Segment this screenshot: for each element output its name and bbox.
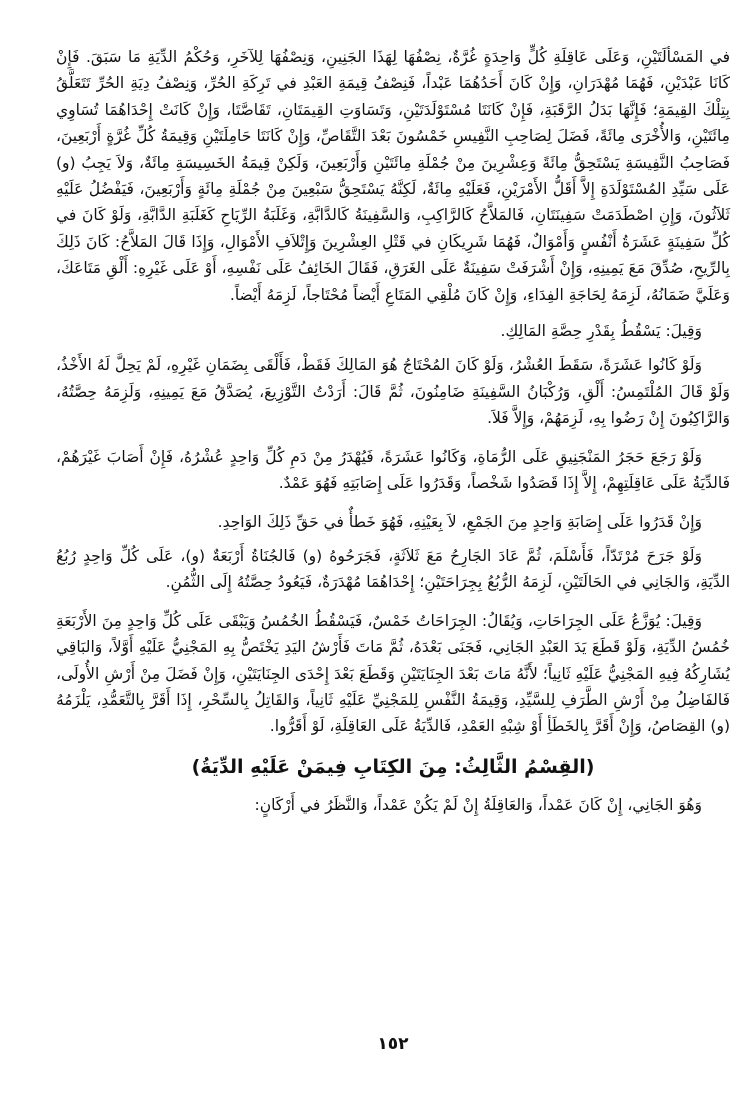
closing-paragraph: وَهُوَ الجَانِي، إِنْ كَانَ عَمْداً، وَالعَاقِلَةُ إِنْ لَمْ يَكُنْ عَمْداً، وَالنَّظَرُ في أَرْكَانٍ: bbox=[254, 795, 702, 814]
section-heading: (القِسْمُ الثَّالِثُ: مِنَ الكِتَابِ فِيمَنْ عَلَيْهِ الدِّيَةُ) bbox=[191, 755, 595, 778]
paragraph-3: وَلَوْ كَانُوا عَشَرَةً، سَقَطَ العُشْرُ، وَلَوْ كَانَ المُحْتَاجُ هُوَ المَالِكَ فَقَطْ، فَأَلْقَى بِضَمَانِ غَيْرِهِ، لَمْ يَحِلَّ لَهُ الأَخْذُ، وَلَوْ قَالَ المُلْتَمِسُ: أَلْقِ، وَرُكْبَانُ السَّفِينَةِ ضَامِنُونَ، ثُمَّ قَالَ: أَرَدْتُ التَّوْزِيعَ، يُصَدَّقُ مَعَ يَمِينِهِ، وَلَزِمَهُ حِصَّتُهُ، وَالرَّاكِبُونَ إِنْ رَضُوا بِهِ، لَزِمَهُمْ، وَإِلاَّ فَلاَ. bbox=[56, 356, 730, 428]
page-number: ١٥٢ bbox=[377, 1034, 409, 1054]
paragraph-2: وَقِيلَ: يَسْقُطُ بِقَدْرِ حِصَّةِ المَالِكِ. bbox=[500, 322, 702, 341]
paragraph-1: في المَسْألَتَيْنِ، وَعَلَى عَاقِلَةِ كُلٍّ وَاحِدَةٍ غُرَّةٌ، نِصْفُهَا لِهَذَا الجَنِينِ، وَنِصْفُهَا لِلآخَرِ، وَحُكْمُ الدِّيَةِ مَا سَبَقَ. فَإِنْ كَانَا عَبْدَيْنِ، فَهُمَا مُهْدَرَانِ، وَإِنْ كَانَ أَحَدُهُمَا عَبْداً، فَنِصْفُ قِيمَةِ العَبْدِ في تَرِكَةِ الحُرِّ، وَنِصْفُ دِيَةِ الحُرِّ تَتَعَلَّقُ بِتِلْكَ القِيمَةِ؛ فَإِنَّهَا بَدَلُ الرَّقَبَةِ، فَإِنْ كَانَتَا مُسْتَوْلَدَتَيْنِ، وَتَسَاوَتِ القِيمَتَانِ، تَقَاصَّتَا، وَإِنْ كَانَتْ إِحْدَاهُمَا تُسَاوِي مِائَتَيْنِ، وَالأُخْرَى مِائَةً، فَضَلَ لِصَاحِبِ النَّفِيسِ خَمْسُونَ بَعْدَ التَّقَاصِّ، وَإِنْ كَانَتَا حَامِلَتَيْنِ وَقِيمَةُ كُلِّ غُرَّةٍ أَرْبَعِينَ، فَصَاحِبُ النَّفِيسَةِ يَسْتَحِقُّ مِائَةً وَعِشْرِينَ مِنْ جُمْلَةِ مِائَتَيْنِ وَأَرْبَعِينَ، وَلَكِنْ قِيمَةُ الخَسِيسَةِ مِائَةٌ، وَلاَ يَجِبُ (و) عَلَى سَيِّدِ المُسْتَوْلَدَةِ إِلاَّ أَقَلُّ الأَمْرَيْنِ، فَعَلَيْهِ مِائَةٌ، لَكِنَّهُ يَسْتَحِقُّ سَبْعِينَ مِنْ جُمْلَةِ مِائَةٍ وَأَرْبَعِينَ، فَيَفْضُلُ عَلَيْهِ ثَلاَثُونَ، وَإِنِ اصْطَدَمَتْ سَفِينَتَانِ، فَالمَلاَّحُ كَالرَّاكِبِ، وَالسَّفِينَةُ كَالدَّابَّةِ، وَغَلَبَةُ الرِّيَاحِ كَغَلَبَةِ الدَّابَّةِ، وَلَوْ كَانَ في كُلِّ سَفِينَةٍ عَشَرَةُ أَنْفُسٍ وَأَمْوَالٌ، فَهُمَا شَرِيكَانِ في قَتْلِ العِشْرِينَ وَإِتْلاَفِ الأَمْوَالِ، وَإِذَا قَالَ المَلاَّحُ: كَانَ ذَلِكَ بِالرِّيحِ، صُدِّقَ مَعَ يَمِينِهِ، وَإِنْ أَشْرَفَتْ سَفِينَةٌ عَلَى الغَرَقِ، فَقَالَ الخَائِفُ عَلَى نَفْسِهِ، أَوْ عَلَى غَيْرِهِ: أَلْقِ مَتَاعَكَ، وَعَلَيَّ ضَمَانُهُ، لَزِمَهُ لِحَاجَةِ الفِدَاءِ، وَإِنْ كَانَ مُلْقِي المَتَاعِ أَيْضاً مُحْتَاجاً، لَزِمَهُ أَيْضاً. bbox=[56, 48, 730, 304]
document-page bbox=[56, 44, 730, 1056]
paragraph-4: وَلَوْ رَجَعَ حَجَرُ المَنْجَنِيقِ عَلَى الرُّمَاةِ، وَكَانُوا عَشَرَةً، فَيُهْدَرُ مِنْ دَمِ كُلِّ وَاحِدٍ عُشْرُهُ، فَإِنْ أَصَابَ غَيْرَهُمْ، فَالدِّيَةُ عَلَى عَاقِلَتِهِمْ، إِلاَّ إِذَا قَصَدُوا شَخْصاً، وَقَدَرُوا عَلَى إِصَابَتِهِ فَهُوَ عَمْدٌ. bbox=[56, 447, 730, 493]
paragraph-7: وَقِيلَ: يُوَزَّعُ عَلَى الجِرَاحَاتِ، وَيُقَالُ: الجِرَاحَاتُ خَمْسٌ، فَيَسْقُطُ الخُمُسُ وَيَبْقَى عَلَى كُلِّ وَاحِدٍ مِنَ الأَرْبَعَةِ خُمُسُ الدِّيَةِ، وَلَوْ قَطَعَ يَدَ العَبْدِ الجَانِي، فَجَنَى بَعْدَهُ، ثُمَّ مَاتَ فَأَرْشُ اليَدِ يَخْتَصُّ بِهِ المَجْنِيُّ عَلَيْهِ أَوَّلاً، وَالبَاقِي يُشَارِكُهُ فِيهِ المَجْنِيُّ عَلَيْهِ ثَانِياً؛ لأَنَّهُ مَاتَ بَعْدَ الجِنَايَتَيْنِ وَقَطَعَ بَعْدَ إِحْدَى الجِنَايَتَيْنِ، وَإِنْ فَضَلَ مِنْ أَرْشِ الأُولَى، فَالفَاضِلُ مِنْ أَرْشِ الطَّرَفِ لِلسَّيِّدِ، وَقِيمَةُ النَّفْسِ لِلمَجْنِيِّ عَلَيْهِ ثَانِياً، وَالقَاتِلُ بِالسِّحْرِ، إِذَا أَقَرَّ بِالتَّعَمُّدِ، يَلْزَمُهُ (و) القِصَاصُ، وَإِنْ أَقَرَّ بِالخَطَأِ أَوْ شِبْهِ العَمْدِ، فَالدِّيَةُ عَلَى العَاقِلَةِ، لَوْ أَقَرُّوا. bbox=[56, 611, 730, 736]
paragraph-6: وَلَوْ جَرَحَ مُرْتَدّاً، فَأَسْلَمَ، ثُمَّ عَادَ الجَارِحُ مَعَ ثَلاَثَةٍ، فَجَرَحُوهُ (و) فَالجُنَاةُ أَرْبَعَةٌ (و)، عَلَى كُلِّ وَاحِدٍ رُبُعُ الدِّيَةِ، وَالجَانِي في الحَالَتَيْنِ، لَزِمَهُ الرُّبُعُ بِجِرَاحَتَيْنِ؛ إِحْدَاهُمَا مُهْدَرَةٌ، فَيَعُودُ حِصَّتُهُ إِلَى الثُّمُنِ. bbox=[56, 546, 730, 592]
paragraph-5: وَإِنْ قَدَرُوا عَلَى إِصَابَةِ وَاحِدٍ مِنَ الجَمْعِ، لاَ بِعَيْنِهِ، فَهُوَ خَطأٌ في حَقِّ ذَلِكَ الوَاحِدِ. bbox=[217, 512, 702, 531]
